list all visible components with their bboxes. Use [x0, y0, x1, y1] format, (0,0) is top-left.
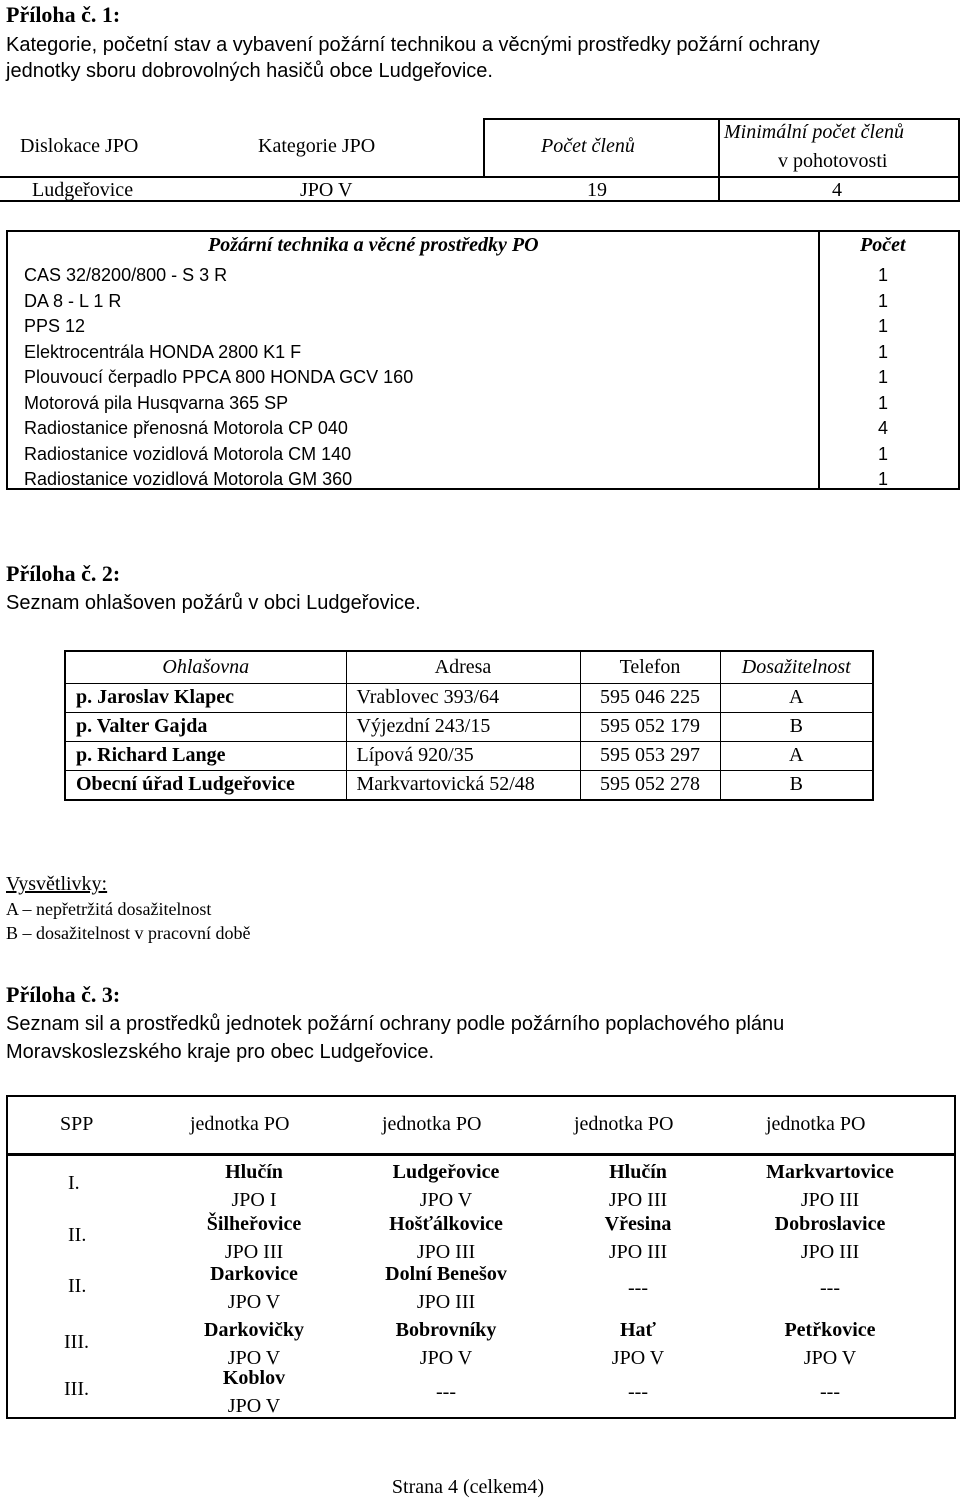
unit-header-category: Kategorie JPO [258, 135, 376, 157]
reporting-cell-address: Lípová 920/35 [346, 741, 580, 770]
annex3-intro-line1: Seznam sil a prostředků jednotek požární ochrany podle požárního poplachového plánu [6, 1013, 785, 1035]
table-row [65, 712, 873, 741]
equipment-row-name: Radiostanice přenosná Motorola CP 040 [24, 418, 348, 438]
unit-cell-members: 19 [587, 179, 607, 201]
legend-title: Vysvětlivky: [6, 873, 108, 895]
reporting-header-office: Ohlašovna [65, 651, 346, 683]
spp-level: II. [68, 1275, 87, 1297]
spp-header-unit2: jednotka PO [382, 1113, 482, 1135]
reporting-cell-availability: A [720, 683, 873, 712]
reporting-cell-phone: 595 052 179 [580, 712, 720, 741]
spp-header-unit3: jednotka PO [574, 1113, 674, 1135]
spp-unit: Darkovice JPO V [210, 1263, 298, 1313]
annex1-intro-line1: Kategorie, početní stav a vybavení požární technikou a věcnými prostředky požární ochrany [6, 34, 820, 56]
unit-cell-min-members: 4 [832, 179, 842, 201]
spp-unit: Vřesina JPO III [604, 1213, 672, 1263]
equipment-row-count: 1 [878, 469, 889, 489]
equipment-row-name: Motorová pila Husqvarna 365 SP [24, 392, 289, 413]
equipment-row-count: 4 [878, 418, 889, 438]
spp-unit-empty: --- [436, 1381, 456, 1403]
spp-unit: Hošťálkovice JPO III [389, 1213, 503, 1263]
reporting-table [64, 650, 874, 801]
annex2-heading: Příloha č. 2: [6, 561, 121, 586]
spp-unit: Ludgeřovice JPO V [392, 1161, 500, 1211]
spp-header-unit4: jednotka PO [766, 1113, 866, 1135]
equipment-row-name: Elektrocentrála HONDA 2800 K1 F [24, 341, 302, 362]
reporting-cell-office: Obecní úřad Ludgeřovice [65, 770, 346, 800]
reporting-header-availability: Dosažitelnost [720, 651, 873, 683]
spp-level: III. [64, 1331, 89, 1353]
reporting-cell-availability: A [720, 741, 873, 770]
unit-header-dislocation: Dislokace JPO [20, 135, 139, 157]
unit-table [0, 118, 960, 202]
unit-cell-dislocation: Ludgeřovice [32, 179, 134, 201]
page-footer: Strana 4 (celkem4) [391, 1476, 545, 1498]
equipment-name-list [24, 263, 413, 493]
annex2-intro: Seznam ohlašoven požárů v obci Ludgeřovice. [6, 592, 421, 614]
equipment-row-count: 1 [878, 392, 889, 413]
reporting-cell-phone: 595 046 225 [580, 683, 720, 712]
equipment-header-name: Požární technika a věcné prostředky PO [208, 234, 539, 256]
reporting-cell-availability: B [720, 712, 873, 741]
equipment-row-count: 1 [878, 316, 889, 336]
unit-header-standby: v pohotovosti [778, 150, 888, 172]
spp-unit: Dolní Benešov JPO III [385, 1263, 507, 1313]
equipment-row-count: 1 [878, 341, 889, 362]
legend-a: A – nepřetržitá dosažitelnost [6, 899, 212, 919]
reporting-header-phone: Telefon [580, 651, 720, 683]
spp-level: II. [68, 1224, 87, 1246]
spp-unit: Dobroslavice JPO III [774, 1213, 886, 1263]
equipment-row-name: Plouvoucí čerpadlo PPCA 800 HONDA GCV 160 [24, 367, 414, 387]
table-row [65, 683, 873, 712]
equipment-row-name: CAS 32/8200/800 - S 3 R [24, 265, 228, 285]
annex1-intro-line2: jednotky sboru dobrovolných hasičů obce Ludgeřovice. [6, 60, 493, 82]
equipment-row-count: 1 [878, 290, 889, 311]
equipment-row-name: Radiostanice vozidlová Motorola CM 140 [24, 443, 352, 464]
equipment-count-list [878, 263, 888, 493]
reporting-header-address: Adresa [346, 651, 580, 683]
reporting-cell-office: p. Richard Lange [65, 741, 346, 770]
unit-header-members: Počet členů [541, 135, 635, 157]
legend-b: B – dosažitelnost v pracovní době [6, 923, 251, 943]
equipment-row-name: DA 8 - L 1 R [24, 290, 122, 311]
equipment-row-count: 1 [878, 265, 889, 285]
spp-unit-empty: --- [628, 1277, 648, 1299]
table-row [65, 741, 873, 770]
equipment-row-count: 1 [878, 367, 889, 387]
spp-unit: Koblov JPO V [222, 1367, 286, 1417]
reporting-cell-phone: 595 052 278 [580, 770, 720, 800]
reporting-cell-address: Vrablovec 393/64 [346, 683, 580, 712]
equipment-header-count: Počet [860, 234, 906, 256]
reporting-cell-office: p. Jaroslav Klapec [65, 683, 346, 712]
spp-header-unit1: jednotka PO [190, 1113, 290, 1135]
equipment-row-count: 1 [878, 443, 889, 464]
annex3-intro-line2: Moravskoslezského kraje pro obec Ludgeřovice. [6, 1041, 434, 1063]
spp-unit-empty: --- [628, 1381, 648, 1403]
reporting-cell-address: Výjezdní 243/15 [346, 712, 580, 741]
table-row [65, 770, 873, 800]
spp-level: I. [68, 1172, 80, 1194]
spp-unit: Hať JPO V [611, 1319, 665, 1369]
spp-body [6, 1156, 956, 1419]
reporting-cell-availability: B [720, 770, 873, 800]
spp-unit-empty: --- [820, 1381, 840, 1403]
unit-cell-category: JPO V [300, 179, 353, 201]
spp-unit: Šilheřovice JPO III [206, 1213, 302, 1263]
spp-unit: Petřkovice JPO V [784, 1319, 876, 1369]
spp-unit: Hlučín JPO I [225, 1161, 283, 1211]
equipment-table [6, 230, 960, 490]
reporting-cell-phone: 595 053 297 [580, 741, 720, 770]
spp-unit-empty: --- [820, 1277, 840, 1299]
spp-header-spp: SPP [60, 1113, 94, 1135]
spp-level: III. [64, 1378, 89, 1400]
reporting-cell-address: Markvartovická 52/48 [346, 770, 580, 800]
unit-header-min-members: Minimální počet členů [724, 121, 904, 143]
annex1-heading: Příloha č. 1: [6, 2, 121, 27]
spp-header [6, 1095, 956, 1155]
spp-unit: Hlučín JPO III [608, 1161, 668, 1211]
reporting-cell-office: p. Valter Gajda [65, 712, 346, 741]
annex3-heading: Příloha č. 3: [6, 982, 121, 1007]
equipment-row-name: Radiostanice vozidlová Motorola GM 360 [24, 469, 353, 489]
spp-unit: Markvartovice JPO III [766, 1161, 894, 1211]
spp-unit: Darkovičky JPO V [204, 1319, 304, 1369]
spp-unit: Bobrovníky JPO V [395, 1319, 497, 1369]
equipment-row-name: PPS 12 [24, 316, 86, 336]
